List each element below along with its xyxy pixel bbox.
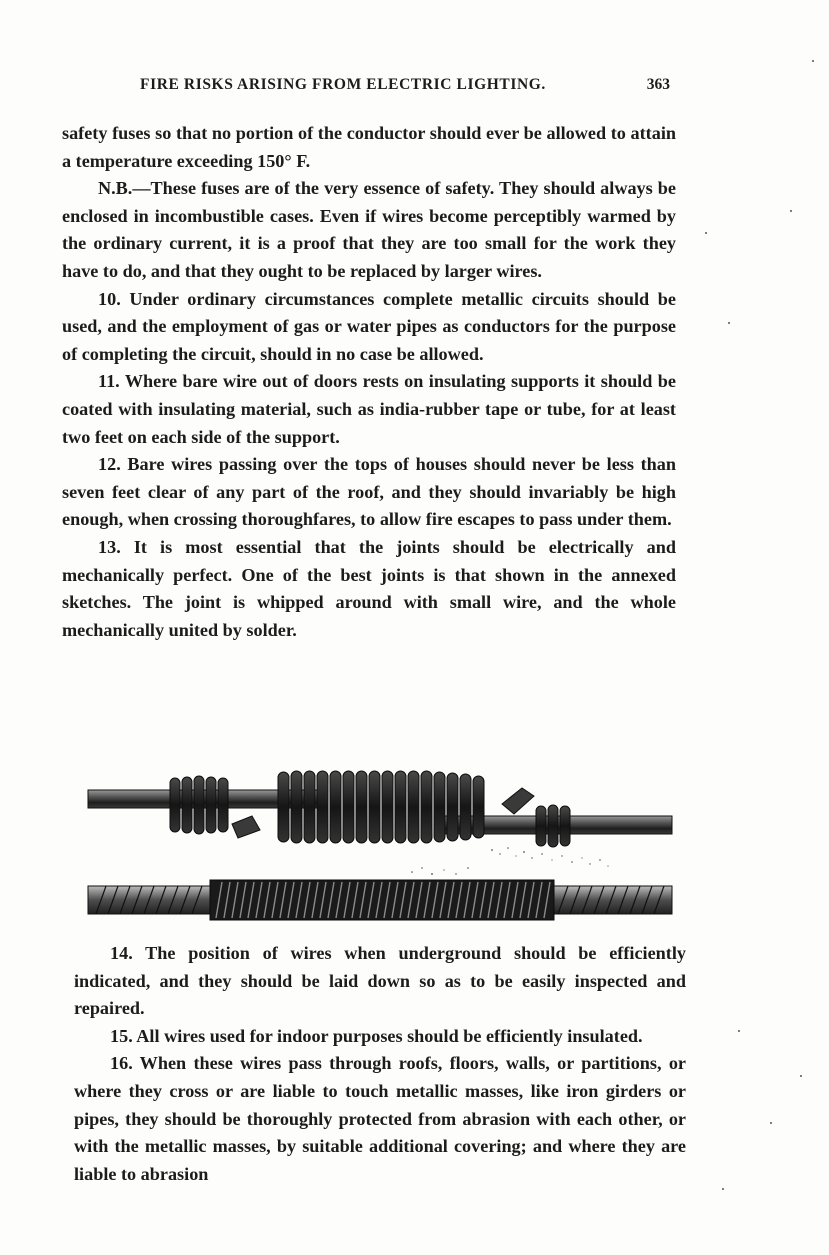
scan-speck <box>738 1030 740 1032</box>
page-header <box>62 76 674 102</box>
paragraph-rule-13: 13. It is most essential that the joints should be electrically and mechanically perfect. One of the best joints is that shown in the annexed sketches. The joint is whipped around with small wire, and the whole mechanically united by solder. <box>62 536 676 640</box>
text-block-top <box>62 120 676 644</box>
paragraph-continuation: safety fuses so that no portion of the conductor should ever be allowed to attain a temperature exceeding 150° F. <box>62 123 676 171</box>
paragraph-rule-16: 16. When these wires pass through roofs, floors, walls, or partitions, or where they cross or are liable to touch metallic masses, like iron girders or pipes, they should be thoroughly protected from abrasion with each other, or with the metallic masses, by suitable additional covering; and where they are liable to abrasion <box>74 1053 686 1184</box>
paragraph-rule-15: 15. All wires used for indoor purposes should be efficiently insulated. <box>110 1025 643 1046</box>
scan-speck <box>728 322 730 324</box>
paragraph-rule-12: 12. Bare wires passing over the tops of houses should never be less than seven feet clear of any part of the roof, and they should invariably be high enough, when crossing thoroughfares, to allow fire escapes to pass under them. <box>62 454 676 530</box>
whipped-joint-sketch <box>88 771 672 867</box>
paragraph-rule-14: 14. The position of wires when underground should be efficiently indicated, and they should be laid down so as to be easily inspected and repaired. <box>74 943 686 1019</box>
paragraph-rule-11: 11. Where bare wire out of doors rests on insulating supports it should be coated with insulating material, such as india-rubber tape or tube, for at least two feet on each side of the support. <box>62 371 676 447</box>
scan-speck <box>722 1188 724 1190</box>
scan-speck <box>812 60 814 62</box>
scan-speck <box>705 232 707 234</box>
scan-speck <box>800 1075 802 1077</box>
stranded-cable-joint-sketch <box>88 867 672 920</box>
scan-speck <box>770 1122 772 1124</box>
paragraph-nb: N.B.—These fuses are of the very essence of safety. They should always be enclosed in incombustible cases. Even if wires become perceptibly warmed by the ordinary current, it is a proof that they are too small for the work they have to do, and that they ought to be replaced by larger wires. <box>62 178 676 281</box>
text-block-bottom <box>74 940 686 1188</box>
wire-joint-illustration <box>82 768 678 928</box>
running-title: FIRE RISKS ARISING FROM ELECTRIC LIGHTING. <box>140 76 546 93</box>
scan-speck <box>790 210 792 212</box>
page-number: 363 <box>646 76 670 93</box>
paragraph-rule-10: 10. Under ordinary circumstances complete metallic circuits should be used, and the employment of gas or water pipes as conductors for the purpose of completing the circuit, should in no case be allowed. <box>62 288 676 364</box>
